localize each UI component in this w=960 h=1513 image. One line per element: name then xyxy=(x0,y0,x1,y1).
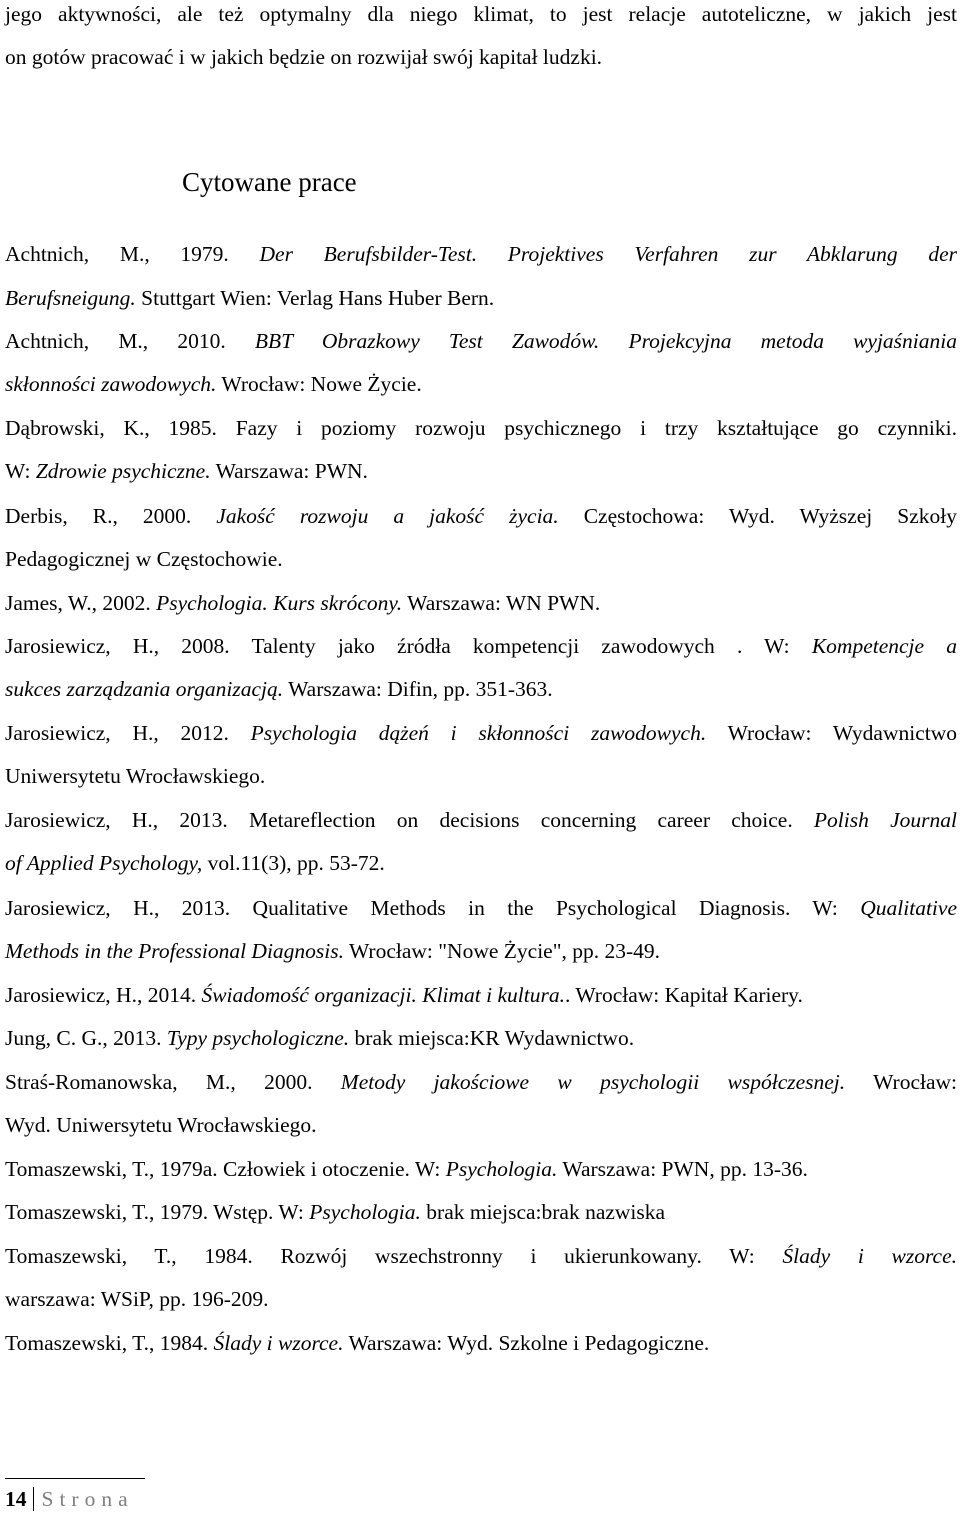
reference-12-line-1 xyxy=(5,1068,957,1096)
reference-9-line-2 xyxy=(5,937,957,965)
reference-segment: . Wrocław: Kapitał Kariery. xyxy=(564,983,803,1007)
reference-8-line-1 xyxy=(5,806,957,834)
reference-8-line-2 xyxy=(5,849,957,877)
reference-segment: Wrocław: xyxy=(845,1070,958,1094)
reference-segment: Berufsneigung. xyxy=(5,286,136,310)
reference-2-line-1 xyxy=(5,327,957,355)
page-number: 14 xyxy=(5,1487,27,1511)
reference-segment: Jarosiewicz, H., 2008. Talenty jako źródła kompetencji zawodowych . W: xyxy=(5,634,812,658)
reference-segment: Pedagogicznej w Częstochowie. xyxy=(5,547,283,571)
page-label: Strona xyxy=(41,1487,134,1511)
reference-segment: Jarosiewicz, H., 2013. Qualitative Methods in the Psychological Diagnosis. W: xyxy=(5,896,861,920)
page-footer xyxy=(5,1485,134,1513)
reference-segment: Jarosiewicz, H., 2012. xyxy=(5,721,251,745)
reference-segment: Jarosiewicz, H., 2013. Metareflection on decisions concerning career choice. xyxy=(5,808,814,832)
reference-15-line-1 xyxy=(5,1242,957,1270)
reference-4-line-1 xyxy=(5,502,957,530)
reference-segment: Częstochowa: Wyd. Wyższej Szkoły xyxy=(558,504,957,528)
reference-segment: Warszawa: Wyd. Szkolne i Pedagogiczne. xyxy=(343,1331,710,1355)
reference-segment: Wyd. Uniwersytetu Wrocławskiego. xyxy=(5,1113,317,1137)
reference-segment: Jung, C. G., 2013. xyxy=(5,1026,167,1050)
reference-segment: Psychologia. xyxy=(309,1200,421,1224)
intro-line-2: on gotów pracować i w jakich będzie on rozwijał swój kapitał ludzki. xyxy=(5,45,603,69)
reference-segment: of Applied Psychology, xyxy=(5,851,203,875)
reference-1-line-1 xyxy=(5,240,957,268)
reference-segment: brak miejsca:KR Wydawnictwo. xyxy=(349,1026,635,1050)
reference-16-line-1 xyxy=(5,1329,957,1357)
reference-segment: Uniwersytetu Wrocławskiego. xyxy=(5,764,266,788)
reference-segment: skłonności zawodowych. xyxy=(5,372,217,396)
reference-segment: Polish Journal xyxy=(813,808,957,832)
reference-segment: Dąbrowski, K., 1985. Fazy i poziomy rozwoju psychicznego i trzy kształtujące go czynniki. xyxy=(5,416,957,440)
reference-6-line-2 xyxy=(5,675,957,703)
reference-segment: Straś-Romanowska, M., 2000. xyxy=(5,1070,341,1094)
reference-segment: sukces zarządzania organizacją. xyxy=(5,677,284,701)
reference-segment: Der Berufsbilder-Test. Projektives Verfahren zur Abklarung der xyxy=(259,242,957,266)
reference-15-line-2 xyxy=(5,1285,957,1313)
reference-segment: Metody jakościowe w psychologii współczesnej. xyxy=(340,1070,846,1094)
reference-segment: Psychologia. xyxy=(445,1157,558,1181)
reference-segment: Ślady i wzorce. xyxy=(213,1331,344,1355)
reference-segment: Warszawa: Difin, pp. 351-363. xyxy=(283,677,553,701)
bibliography-heading: Cytowane prace xyxy=(182,167,357,197)
reference-segment: warszawa: WSiP, pp. 196-209. xyxy=(5,1287,269,1311)
reference-1-line-2 xyxy=(5,284,957,312)
reference-segment: brak miejsca:brak nazwiska xyxy=(420,1200,666,1224)
reference-segment: Jarosiewicz, H., 2014. xyxy=(5,983,202,1007)
reference-3-line-1 xyxy=(5,414,957,442)
reference-3-line-2 xyxy=(5,457,957,485)
reference-segment: W: xyxy=(5,459,36,483)
reference-6-line-1 xyxy=(5,632,957,660)
footer-rule xyxy=(5,1478,145,1479)
reference-segment: Świadomość organizacji. Klimat i kultura. xyxy=(201,983,565,1007)
reference-14-line-1 xyxy=(5,1198,957,1226)
reference-segment: Kompetencje a xyxy=(811,634,957,658)
reference-segment: Achtnich, M., 2010. xyxy=(5,329,255,353)
reference-segment: Psychologia. Kurs skrócony. xyxy=(156,591,403,615)
reference-7-line-1 xyxy=(5,719,957,747)
reference-5-line-1 xyxy=(5,589,957,617)
reference-12-line-2 xyxy=(5,1111,957,1139)
reference-4-line-2 xyxy=(5,545,957,573)
reference-segment: Methods in the Professional Diagnosis. xyxy=(5,939,345,963)
reference-segment: Zdrowie psychiczne. xyxy=(35,459,211,483)
intro-line-1: jego aktywności, ale też optymalny dla niego klimat, to jest relacje autoteliczne, w jakich jest xyxy=(5,2,957,26)
reference-segment: Tomaszewski, T., 1984. xyxy=(5,1331,214,1355)
reference-segment: Jakość rozwoju a jakość życia. xyxy=(216,504,559,528)
reference-segment: Tomaszewski, T., 1984. Rozwój wszechstronny i ukierunkowany. W: xyxy=(5,1244,783,1268)
reference-segment: Ślady i wzorce. xyxy=(782,1244,957,1268)
reference-13-line-1 xyxy=(5,1155,957,1183)
reference-segment: Warszawa: PWN. xyxy=(210,459,368,483)
reference-segment: Tomaszewski, T., 1979. Wstęp. W: xyxy=(5,1200,310,1224)
reference-10-line-1 xyxy=(5,981,957,1009)
reference-segment: Warszawa: PWN, pp. 13-36. xyxy=(557,1157,808,1181)
reference-segment: Wrocław: "Nowe Życie", pp. 23-49. xyxy=(344,939,661,963)
reference-segment: Warszawa: WN PWN. xyxy=(402,591,601,615)
reference-segment: Achtnich, M., 1979. xyxy=(5,242,260,266)
reference-segment: James, W., 2002. xyxy=(5,591,157,615)
reference-9-line-1 xyxy=(5,894,957,922)
reference-segment: Wrocław: Wydawnictwo xyxy=(706,721,957,745)
reference-segment: Tomaszewski, T., 1979a. Człowiek i otoczenie. W: xyxy=(5,1157,446,1181)
reference-segment: vol.11(3), pp. 53-72. xyxy=(202,851,385,875)
reference-segment: Qualitative xyxy=(860,896,957,920)
reference-segment: Wrocław: Nowe Życie. xyxy=(216,372,422,396)
reference-segment: Stuttgart Wien: Verlag Hans Huber Bern. xyxy=(135,286,495,310)
reference-7-line-2 xyxy=(5,762,957,790)
reference-11-line-1 xyxy=(5,1024,957,1052)
reference-segment: BBT Obrazkowy Test Zawodów. Projekcyjna metoda wyjaśniania xyxy=(254,329,957,353)
reference-2-line-2 xyxy=(5,370,957,398)
reference-segment: Derbis, R., 2000. xyxy=(5,504,217,528)
footer-separator xyxy=(33,1487,34,1511)
reference-segment: Psychologia dążeń i skłonności zawodowych. xyxy=(250,721,707,745)
reference-segment: Typy psychologiczne. xyxy=(166,1026,350,1050)
